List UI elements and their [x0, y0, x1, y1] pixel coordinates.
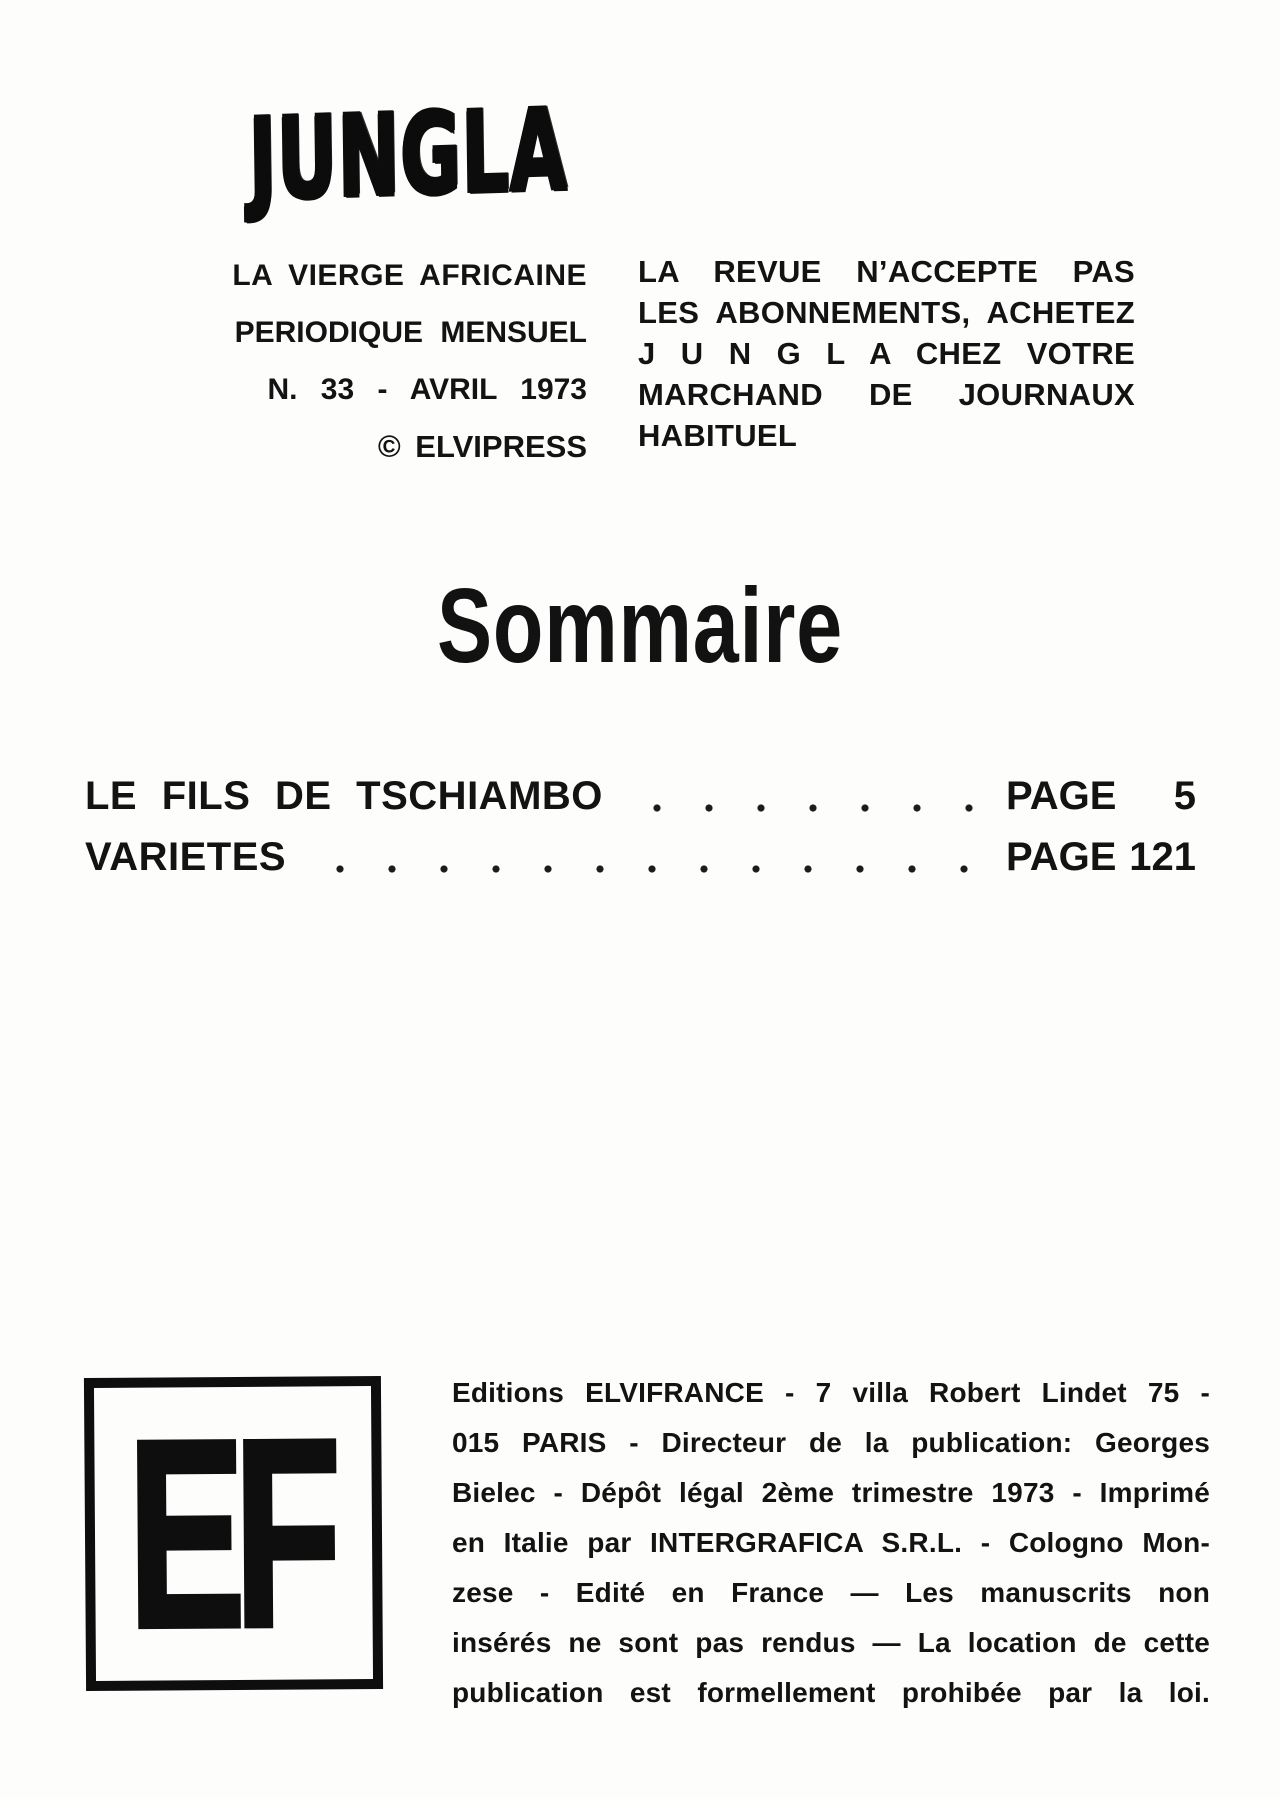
notice-line: LES ABONNEMENTS, ACHETEZ — [638, 295, 1135, 330]
periodicity-label: PERIODIQUE MENSUEL — [234, 316, 587, 349]
toc-row — [85, 833, 1196, 877]
toc-page-number: 5 — [1173, 774, 1196, 818]
notice-line: MARCHAND DE JOURNAUX — [638, 377, 1135, 412]
publisher-info-line: insérés ne sont pas rendus — La location de cette — [452, 1627, 1210, 1658]
issue-number: N. 33 - AVRIL 1973 — [267, 373, 587, 406]
toc-entry-title: LE FILS DE TSCHIAMBO — [85, 774, 603, 818]
notice-line: HABITUEL — [638, 418, 798, 453]
table-of-contents — [85, 772, 1196, 894]
toc-page-number: 121 — [1129, 835, 1196, 879]
jungla-logo: JUNGLA — [247, 84, 568, 225]
toc-page-ref — [1006, 776, 1196, 816]
publisher-info-block — [452, 1368, 1210, 1718]
publisher-info-line: zese - Edité en France — Les manuscrits non — [452, 1577, 1210, 1608]
toc-entry-title: VARIETES — [85, 835, 287, 879]
magazine-subtitle: LA VIERGE AFRICAINE — [232, 259, 587, 292]
toc-page-word: PAGE — [1006, 835, 1117, 879]
publisher-logo-box — [84, 1376, 383, 1691]
toc-leader-dots — [631, 802, 988, 814]
notice-line: J U N G L A CHEZ VOTRE — [638, 336, 1135, 371]
subscription-notice — [638, 251, 1135, 456]
notice-line: LA REVUE N’ACCEPTE PAS — [638, 254, 1135, 289]
publisher-info-line: publication est formellement prohibée par la loi. — [452, 1677, 1210, 1708]
publisher-logo-letters: EF — [126, 1382, 332, 1684]
toc-leader-dots — [314, 863, 988, 875]
publisher-info-line: 015 PARIS - Directeur de la publication: Georges — [452, 1427, 1210, 1458]
publisher-info-line: en Italie par INTERGRAFICA S.R.L. - Cologno Mon- — [452, 1527, 1210, 1558]
issue-info-block — [228, 247, 587, 475]
publisher-info-line: Editions ELVIFRANCE - 7 villa Robert Lindet 75 - — [452, 1377, 1210, 1408]
toc-page-ref — [1006, 837, 1196, 877]
publisher-info-line: Bielec - Dépôt légal 2ème trimestre 1973 - Imprimé — [452, 1477, 1210, 1508]
toc-page-word: PAGE — [1006, 774, 1117, 818]
toc-row — [85, 772, 1196, 816]
page-title: Sommaire — [436, 567, 844, 685]
copyright-line: © ELVIPRESS — [377, 429, 587, 464]
